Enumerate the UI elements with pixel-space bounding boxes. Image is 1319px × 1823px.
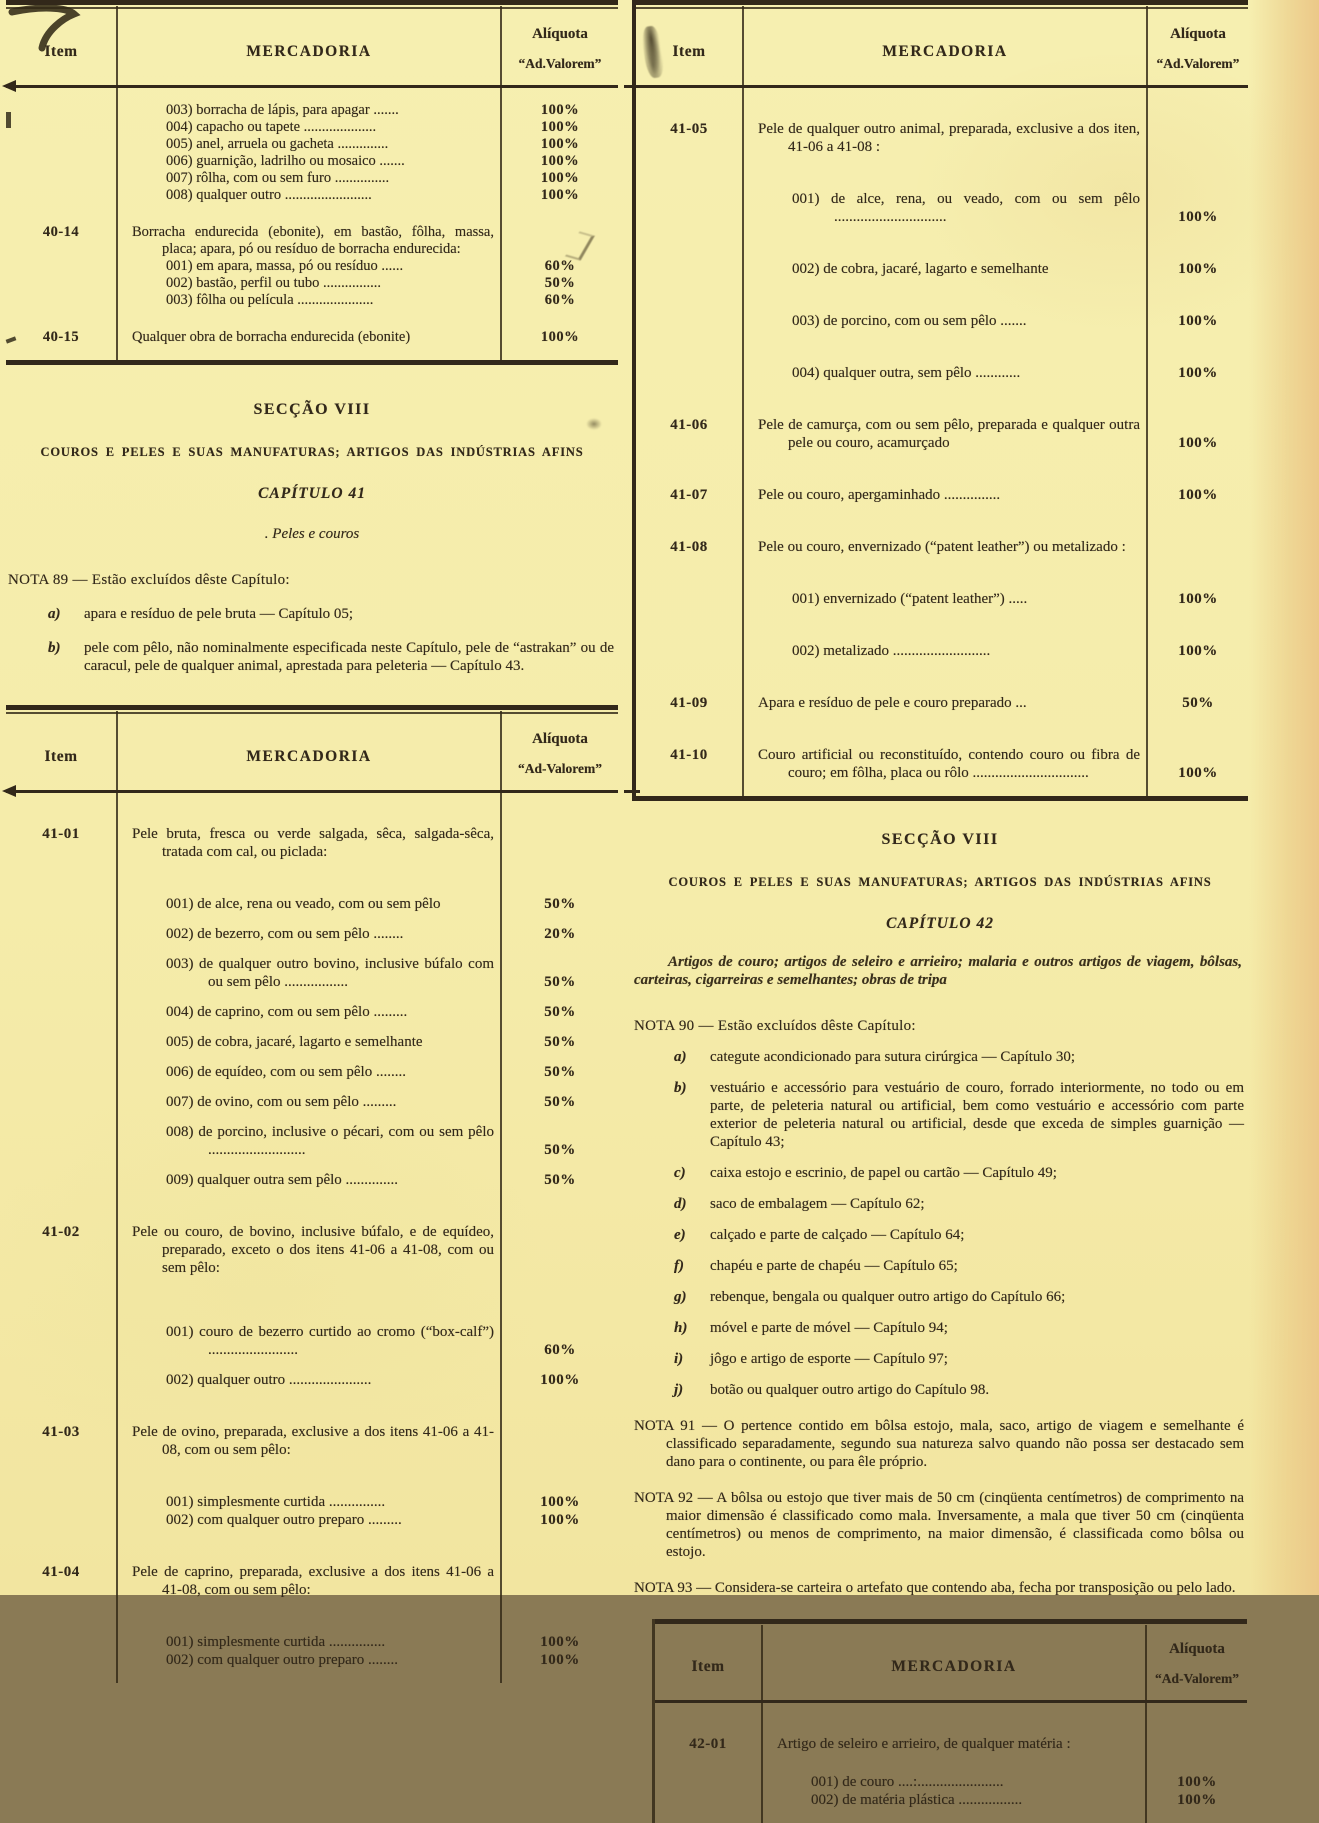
table-row (6, 1063, 618, 1081)
item-description: Couro artificial ou reconstituído, contendo couro ou fibra de couro; em fôlha, placa ou rôlo ............................... (758, 747, 1140, 781)
nota-intro: NOTA 90 — Estão excluídos dêste Capítulo: (634, 1018, 916, 1034)
nota-item-text: saco de embalagem — Capítulo 62; (710, 1196, 925, 1212)
item-rate: 100% (540, 1634, 580, 1650)
nota-item-text: vestuário e accessório para vestuário de couro, forrado interiormente, no todo ou em parte, de peleteria natural ou artificial, bem como vestuário e accessório com parte exterior de peleteria natural ou artificial, desde que exceda de simples guarnição — Capítulo 43; (710, 1080, 1244, 1150)
item-rate: 100% (540, 1652, 580, 1668)
item-rate: 100% (1178, 487, 1218, 503)
table-row (6, 153, 618, 170)
table-row (6, 1123, 618, 1159)
item-code: 41-09 (670, 695, 708, 711)
table-header (655, 1624, 1247, 1700)
nota-item (632, 1079, 1248, 1151)
item-rate: 100% (540, 1372, 580, 1388)
item-description: Pele de camurça, com ou sem pêlo, preparada e qualquer outra pele ou couro, acamurçado (758, 417, 1140, 451)
table-row (655, 1773, 1247, 1791)
item-code: 40-14 (42, 224, 80, 240)
tariff-table-ch41-left (6, 705, 618, 1683)
item-description: Borracha endurecida (ebonite), em bastão, fôlha, massa, placa; apara, pó ou resíduo de borracha endurecida: (132, 224, 494, 257)
column-divider (742, 6, 744, 796)
table-row (6, 1033, 618, 1051)
nota-item (632, 1319, 1248, 1337)
item-description: 001) envernizado (“patent leather”) ..... (792, 591, 1028, 607)
item-code: 41-04 (42, 1564, 80, 1580)
header-aliquota: Alíquota “Ad.Valorem” (518, 26, 602, 71)
table-row (6, 275, 618, 292)
item-rate: 100% (1178, 435, 1218, 451)
header-item: Item (672, 43, 706, 60)
item-description: 004) capacho ou tapete .................... (166, 119, 377, 135)
table-row (655, 1735, 1247, 1753)
item-description: 005) anel, arruela ou gacheta .............. (166, 136, 389, 152)
nota-item-text: pele com pêlo, não nominalmente especificada neste Capítulo, pele de “astrakan” ou de caracul, pele de qualquer animal, aprestada para peleteria — Capítulo 43. (84, 640, 614, 674)
nota-item-label: b) (674, 1080, 687, 1096)
header-item: Item (691, 1658, 725, 1675)
item-description: Artigo de seleiro e arrieiro, de qualquer matéria : (777, 1736, 1071, 1752)
section-title: SECÇÃO VIII (881, 831, 999, 848)
tariff-table-ch41-right (632, 0, 1248, 801)
item-description: 005) de cobra, jacaré, lagarto e semelhante (166, 1034, 423, 1050)
nota-item (632, 1350, 1248, 1368)
header-mercadoria: MERCADORIA (246, 748, 372, 765)
table-row (636, 694, 1248, 712)
item-code: 41-05 (670, 121, 708, 137)
section-heading-block (632, 831, 1248, 989)
item-description: 002) com qualquer outro preparo ........ (166, 1652, 399, 1668)
item-description: 001) de alce, rena, ou veado, com ou sem pêlo .............................. (792, 191, 1140, 225)
item-code: 42-01 (689, 1736, 727, 1752)
nota-item-text: chapéu e parte de chapéu — Capítulo 65; (710, 1258, 958, 1274)
item-description: 003) fôlha ou película ..................... (166, 292, 374, 308)
nota-item-label: j) (674, 1382, 684, 1398)
chapter-title: CAPÍTULO 42 (886, 915, 994, 932)
chapter-title: CAPÍTULO 41 (258, 485, 366, 502)
nota-item (6, 605, 618, 623)
table-row (6, 825, 618, 861)
item-rate: 100% (540, 329, 580, 345)
header-mercadoria: MERCADORIA (246, 43, 372, 60)
nota-item (632, 1195, 1248, 1213)
item-rate: 100% (1177, 1774, 1217, 1790)
item-rate: 100% (1178, 261, 1218, 277)
page-edge-shading (1249, 0, 1319, 1595)
nota-item-text: jôgo e artigo de esporte — Capítulo 97; (710, 1351, 948, 1367)
nota-item-label: d) (674, 1196, 687, 1212)
table-row (6, 1493, 618, 1511)
nota-item (632, 1257, 1248, 1275)
nota-paragraph: NOTA 93 — Considera-se carteira o artefato que contendo aba, fecha por transposição ou pelo lado. (634, 1580, 1236, 1596)
nota-89 (6, 571, 618, 675)
table-row (6, 895, 618, 913)
item-description: 008) qualquer outro ........................ (166, 187, 372, 203)
left-column (6, 0, 618, 1683)
item-description: 002) com qualquer outro preparo ......... (166, 1512, 402, 1528)
table-row (6, 1171, 618, 1189)
nota-item-text: caixa estojo e escrinio, de papel ou cartão — Capítulo 49; (710, 1165, 1057, 1181)
item-rate: 100% (540, 102, 580, 118)
column-divider (116, 711, 118, 1683)
item-description: Qualquer obra de borracha endurecida (ebonite) (132, 329, 411, 345)
item-description: 003) de qualquer outro bovino, inclusive búfalo com ou sem pêlo ................. (166, 956, 494, 990)
table-top-rule (6, 705, 618, 710)
item-description: 001) de couro ....:....................... (811, 1774, 1004, 1790)
item-rate: 50% (1182, 695, 1214, 711)
item-rate: 100% (1178, 365, 1218, 381)
table-row (6, 1371, 618, 1389)
item-description: 002) metalizado .......................... (792, 643, 991, 659)
item-rate: 100% (540, 1494, 580, 1510)
table-row (655, 1791, 1247, 1809)
table-row (6, 329, 618, 346)
item-rate: 100% (1178, 313, 1218, 329)
table-row (636, 746, 1248, 782)
item-code: 40-15 (42, 329, 80, 345)
nota-item (632, 1164, 1248, 1182)
table-row (636, 642, 1248, 660)
table-row (636, 260, 1248, 278)
item-rate: 100% (1178, 643, 1218, 659)
nota-item-text: rebenque, bengala ou qualquer outro artigo do Capítulo 66; (710, 1289, 1066, 1305)
nota-item-label: e) (674, 1227, 686, 1243)
header-aliquota: Alíquota “Ad-Valorem” (1155, 1641, 1239, 1686)
table-row (6, 170, 618, 187)
item-description: 001) de alce, rena ou veado, com ou sem pêlo (166, 896, 441, 912)
item-description: Pele de qualquer outro animal, preparada, exclusive a dos iten, 41-06 a 41-08 : (758, 121, 1140, 155)
item-rate: 100% (540, 170, 580, 186)
item-rate: 100% (1178, 765, 1218, 781)
table-row (6, 925, 618, 943)
header-aliquota: Alíquota “Ad.Valorem” (1156, 26, 1240, 71)
nota-paragraph: NOTA 91 — O pertence contido em bôlsa estojo, mala, saco, artigo de viagem e semelhante é classificado separadamente, segundo sua natureza salvo quando não possa ser destacado sem dano para o continente, ou para êle próprio. (634, 1418, 1244, 1470)
table-row (636, 416, 1248, 452)
table-row (6, 1003, 618, 1021)
item-description: 007) rôlha, com ou sem furo ............... (166, 170, 390, 186)
item-description: 002) de cobra, jacaré, lagarto e semelhante (792, 261, 1049, 277)
header-separator-rule (636, 85, 1248, 88)
item-rate: 50% (544, 1064, 576, 1080)
table-row (6, 955, 618, 991)
item-description: 001) simplesmente curtida ............... (166, 1634, 386, 1650)
nota-item (632, 1226, 1248, 1244)
nota-items (632, 1048, 1248, 1399)
table-row (6, 136, 618, 153)
item-code: 41-01 (42, 826, 80, 842)
item-code: 41-06 (670, 417, 708, 433)
table-row (6, 1223, 618, 1277)
nota-intro: NOTA 89 — Estão excluídos dêste Capítulo: (8, 572, 290, 588)
item-rate: 60% (544, 1342, 576, 1358)
tariff-table-ch42 (652, 1619, 1247, 1823)
item-rate: 50% (544, 1034, 576, 1050)
table-row (6, 187, 618, 204)
item-description: Apara e resíduo de pele e couro preparado ... (758, 695, 1027, 711)
item-rate: 50% (544, 1172, 576, 1188)
nota-item-text: apara e resíduo de pele bruta — Capítulo 05; (84, 606, 354, 622)
table-top-rule (636, 0, 1248, 5)
item-description: 001) simplesmente curtida ............... (166, 1494, 386, 1510)
item-description: 004) de caprino, com ou sem pêlo ......... (166, 1004, 408, 1020)
table-body (636, 88, 1248, 796)
header-separator-rule (655, 1700, 1247, 1703)
header-separator-rule (6, 790, 618, 793)
column-divider (500, 711, 502, 1683)
item-code: 41-03 (42, 1424, 80, 1440)
item-description: Pele bruta, fresca ou verde salgada, sêca, salgada-sêca, tratada com cal, ou piclada: (132, 826, 494, 860)
item-code: 41-07 (670, 487, 708, 503)
header-item: Item (44, 748, 78, 765)
section-subtitle: COUROS E PELES E SUAS MANUFATURAS; ARTIGOS DAS INDÚSTRIAS AFINS (40, 445, 584, 459)
column-divider (1146, 6, 1148, 796)
item-description: 008) de porcino, inclusive o pécari, com ou sem pêlo .......................... (166, 1124, 494, 1158)
table-row (636, 312, 1248, 330)
item-description: 006) de equídeo, com ou sem pêlo ........ (166, 1064, 406, 1080)
item-rate: 100% (540, 136, 580, 152)
table-row (636, 120, 1248, 156)
nota-90 (632, 1017, 1248, 1399)
item-description: Pele de ovino, preparada, exclusive a dos itens 41-06 a 41-08, com ou sem pêlo: (132, 1424, 494, 1458)
table-top-rule (6, 0, 618, 5)
section-heading-block (6, 401, 618, 543)
item-rate: 50% (544, 896, 576, 912)
header-separator-rule (6, 85, 618, 88)
table-body (6, 88, 618, 360)
nota-item (6, 639, 618, 675)
table-row (6, 1563, 618, 1599)
table-row (636, 364, 1248, 382)
table-header (6, 714, 618, 790)
header-mercadoria: MERCADORIA (891, 1658, 1017, 1675)
table-body (6, 793, 618, 1683)
item-description: Pele ou couro, envernizado (“patent leather”) ou metalizado : (758, 539, 1126, 555)
nota-item (632, 1288, 1248, 1306)
item-description: 007) de ovino, com ou sem pêlo ......... (166, 1094, 397, 1110)
item-code: 41-08 (670, 539, 708, 555)
item-rate: 60% (544, 258, 576, 274)
item-description: 002) bastão, perfil ou tubo ................ (166, 275, 382, 291)
table-row (6, 1651, 618, 1669)
nota-item-text: categute acondicionado para sutura cirúrgica — Capítulo 30; (710, 1049, 1076, 1065)
nota-item-label: i) (674, 1351, 684, 1367)
table-body (655, 1703, 1247, 1823)
item-description: 002) de bezerro, com ou sem pêlo ........ (166, 926, 404, 942)
section-subtitle: COUROS E PELES E SUAS MANUFATURAS; ARTIGOS DAS INDÚSTRIAS AFINS (668, 875, 1212, 889)
item-rate: 100% (540, 187, 580, 203)
table-row (6, 119, 618, 136)
item-rate: 100% (540, 153, 580, 169)
nota-item-text: calçado e parte de calçado — Capítulo 64; (710, 1227, 965, 1243)
nota-item-text: móvel e parte de móvel — Capítulo 94; (710, 1320, 948, 1336)
table-row (6, 1093, 618, 1111)
item-description: 001) couro de bezerro curtido ao cromo (“box-calf”) ........................ (166, 1324, 494, 1358)
nota-item-label: a) (674, 1049, 687, 1065)
table-header (636, 9, 1248, 85)
item-rate: 100% (540, 1512, 580, 1528)
nota-item-label: c) (674, 1165, 686, 1181)
table-header (6, 9, 618, 85)
table-row (636, 590, 1248, 608)
table-row (636, 538, 1248, 556)
item-rate: 50% (544, 974, 576, 990)
table-row (6, 102, 618, 119)
column-divider (116, 6, 118, 360)
item-rate: 100% (1178, 591, 1218, 607)
nota-items (6, 605, 618, 675)
item-description: Pele de caprino, preparada, exclusive a dos itens 41-06 a 41-08, com ou sem pêlo: (132, 1564, 494, 1598)
item-description: 004) qualquer outra, sem pêlo ............ (792, 365, 1021, 381)
header-item: Item (44, 43, 78, 60)
item-description: 006) guarnição, ladrilho ou mosaico ....... (166, 153, 405, 169)
item-description: 003) borracha de lápis, para apagar ....... (166, 102, 399, 118)
item-rate: 100% (540, 119, 580, 135)
table-row (6, 1511, 618, 1529)
item-rate: 100% (1177, 1792, 1217, 1808)
table-row (6, 224, 618, 258)
notas-91-93 (632, 1417, 1248, 1597)
item-description: 001) em apara, massa, pó ou resíduo ...... (166, 258, 404, 274)
nota-item-text: botão ou qualquer outro artigo do Capítulo 98. (710, 1382, 990, 1398)
item-rate: 50% (544, 275, 576, 291)
nota-item-label: a) (48, 606, 61, 622)
item-description: 003) de porcino, com ou sem pêlo ....... (792, 313, 1027, 329)
item-rate: 60% (544, 292, 576, 308)
tariff-table-ch40 (6, 0, 618, 365)
chapter-subtitle: Artigos de couro; artigos de seleiro e arrieiro; malaria e outros artigos de viagem, bôlsas, carteiras, cigarreiras e semelhantes; obras de tripa (634, 954, 1242, 988)
table-row (6, 292, 618, 309)
section-title: SECÇÃO VIII (253, 401, 371, 418)
right-column (632, 0, 1248, 1823)
item-rate: 50% (544, 1004, 576, 1020)
item-code: 41-10 (670, 747, 708, 763)
table-row (6, 258, 618, 275)
table-row (6, 1423, 618, 1459)
nota-item-label: b) (48, 640, 61, 656)
table-row (6, 1323, 618, 1359)
chapter-subtitle: . Peles e couros (264, 526, 360, 542)
item-description: 002) qualquer outro ...................... (166, 1372, 372, 1388)
table-row (636, 190, 1248, 226)
item-description: 009) qualquer outra sem pêlo .............. (166, 1172, 399, 1188)
item-rate: 50% (544, 1142, 576, 1158)
nota-item-label: g) (674, 1289, 687, 1305)
item-description: 002) de matéria plástica ................. (811, 1792, 1023, 1808)
item-description: Pele ou couro, apergaminhado ............... (758, 487, 1001, 503)
header-mercadoria: MERCADORIA (882, 43, 1008, 60)
nota-item (632, 1048, 1248, 1066)
column-divider (761, 1625, 763, 1823)
table-row (6, 1633, 618, 1651)
item-rate: 50% (544, 1094, 576, 1110)
item-description: Pele ou couro, de bovino, inclusive búfalo, e de equídeo, preparado, exceto o dos itens 41-06 a 41-08, com ou sem pêlo: (132, 1224, 494, 1276)
table-row (636, 486, 1248, 504)
item-rate: 100% (1178, 209, 1218, 225)
nota-item-label: f) (674, 1258, 684, 1274)
item-code: 41-02 (42, 1224, 80, 1240)
ink-smear-mark (586, 418, 602, 430)
nota-paragraph: NOTA 92 — A bôlsa ou estojo que tiver mais de 50 cm (cinqüenta centímetros) de comprimento na maior dimensão é classificado como mala. Inversamente, a mala que tiver 50 cm (cinqüenta centímetros) ou menos de comprimento, na maior dimensão, é classificada como bôlsa ou estojo. (634, 1490, 1244, 1560)
nota-item (632, 1381, 1248, 1399)
header-aliquota: Alíquota “Ad-Valorem” (518, 731, 602, 776)
item-rate: 20% (544, 926, 576, 942)
nota-item-label: h) (674, 1320, 688, 1336)
